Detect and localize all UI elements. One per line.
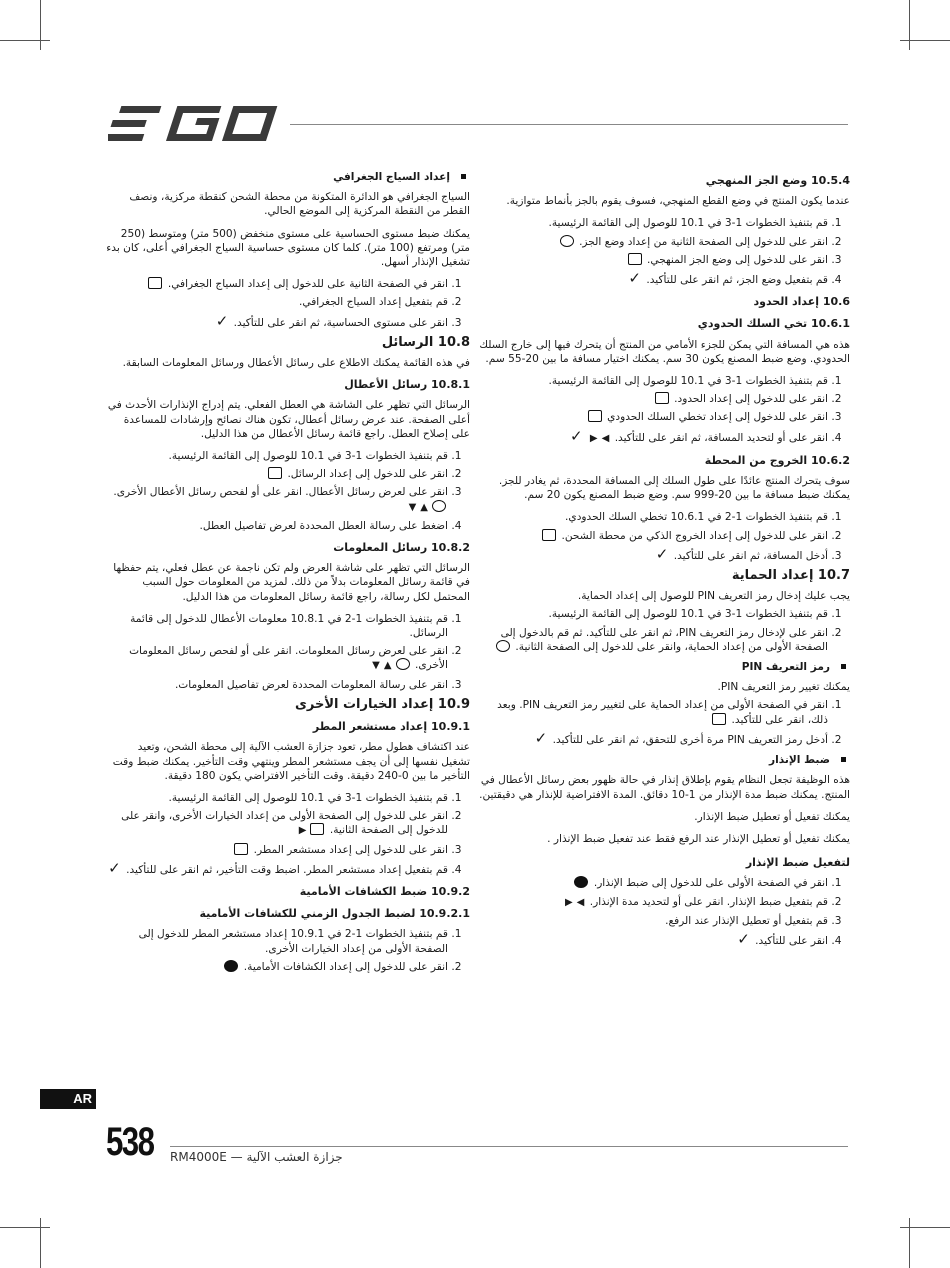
crop-mark: [40, 1218, 41, 1268]
list-item: [106, 644, 448, 673]
step-text: انقر على أو لتحديد المسافة، ثم انقر على للتأكيد.: [614, 431, 828, 444]
step-text: انقر على لعرض رسائل المعلومات. انقر على أو لفحص رسائل المعلومات الأخرى.: [129, 645, 448, 672]
list-item: [478, 544, 828, 563]
arrow-down-icon[interactable]: ▼: [408, 501, 417, 513]
paragraph: يمكنك ضبط مستوى الحساسية على مستوى منخفض (500 متر) ومتوسط (250 متر) ومرتفع (100 متر). كلما كان مستوى حساسية السياج الجغرافي أعلى، كان بدء تشغيل الإنذار أسهل.: [106, 227, 470, 269]
right-column: [478, 166, 850, 954]
list-item: [478, 876, 828, 890]
step-text: قم بتفعيل إعداد مستشعر المطر. اضبط وقت التأخير، ثم انقر على للتأكيد.: [126, 863, 448, 876]
paragraph: يجب عليك إدخال رمز التعريف PIN للوصول إلى إعداد الحماية.: [577, 590, 850, 603]
crop-mark: [900, 1227, 950, 1228]
list-item: [478, 698, 828, 726]
crop-mark: [0, 40, 50, 41]
step-text: قم بتفعيل وضع الجز، ثم انقر على للتأكيد.: [646, 274, 828, 287]
step-text: انقر في الصفحة الأولى من إعداد الحماية على لتغيير رمز التعريف PIN. وبعد ذلك، انقر على للتأكيد.: [497, 699, 828, 726]
bullet-title: رمز التعريف PIN: [478, 660, 850, 674]
error-icon[interactable]: [432, 500, 446, 512]
list-item: 1. قم بتنفيذ الخطوات 1-3 في 10.1 للوصول إلى القائمة الرئيسية.: [106, 449, 448, 463]
section-title: 10.5.4 وضع الجز المنهجي: [705, 174, 850, 187]
steps-list: [478, 510, 850, 563]
checkmark-icon[interactable]: ✓: [108, 858, 121, 877]
list-item: [106, 960, 448, 974]
headlight-icon[interactable]: [224, 960, 238, 972]
alarm-icon[interactable]: [574, 876, 588, 888]
list-item: 1. قم بتنفيذ الخطوات 1-2 في 10.8.1 معلومات الأعطال للدخول إلى قائمة الرسائل.: [106, 612, 448, 640]
list-item: [478, 392, 828, 406]
step-text: انقر على لعرض رسائل الأعطال. انقر على أو لفحص رسائل الأعطال الأخرى.: [113, 486, 448, 499]
list-item: [478, 271, 828, 287]
paragraph: في هذه القائمة يمكنك الاطلاع على رسائل الأعطال ورسائل المعلومات السابقة.: [122, 357, 470, 370]
checkmark-icon[interactable]: ✓: [628, 269, 641, 288]
bullet-title: ضبط الإنذار: [478, 753, 850, 767]
list-item: [478, 426, 828, 446]
ego-logo: [108, 104, 278, 144]
step-text: انقر على مستوى الحساسية، ثم انقر على للتأكيد.: [233, 316, 448, 329]
paragraph: يمكنك تفعيل أو تعطيل ضبط الإنذار.: [694, 810, 850, 823]
list-item: [106, 467, 448, 481]
grid-icon[interactable]: [310, 823, 324, 835]
checkmark-icon[interactable]: ✓: [215, 311, 229, 330]
checkmark-icon[interactable]: ✓: [737, 929, 750, 948]
arrow-right-icon[interactable]: ▶: [564, 896, 573, 908]
section-title: 10.6.1 تخي السلك الحدودي: [697, 317, 850, 331]
steps-list: [478, 374, 850, 446]
step-text: انقر على للتأكيد.: [755, 934, 828, 947]
crop-mark: [40, 0, 41, 50]
section-title: 10.6 إعداد الحدود: [753, 295, 850, 309]
step-text: أدخل رمز التعريف PIN مرة أخرى للتحقق، ثم انقر على للتأكيد.: [552, 733, 828, 746]
list-item: 1. قم بتنفيذ الخطوات 1-3 في 10.1 للوصول إلى القائمة الرئيسية.: [478, 374, 828, 388]
list-item: [106, 311, 448, 330]
paragraph: عند اكتشاف هطول مطر، تعود جزازة العشب الآلية إلى محطة الشحن، وتعيد تشغيل نفسها إلى أن يجف مستشعر المطر وينتهي وقت التأخير. يمكنك ضبط وقت التأخير ما بين 0-240 دقيقة. وقت التأخير الافتراضي يكون 180 دقيقة.: [112, 741, 470, 782]
list-item: 4. اضغط على رسالة العطل المحددة لعرض تفاصيل العطل.: [106, 519, 448, 533]
page-number: 538: [106, 1120, 154, 1164]
steps-list: [106, 277, 470, 330]
list-item: [478, 253, 828, 267]
step-text: انقر على للدخول إلى الصفحة الأولى من إعداد الخيارات الأخرى، وانقر على للدخول إلى الصفحة الثانية.: [121, 810, 448, 837]
list-item: 1. قم بتنفيذ الخطوات 1-3 في 10.1 للوصول إلى القائمة الرئيسية.: [478, 607, 828, 621]
geofence-icon[interactable]: [148, 277, 162, 289]
list-item: [478, 895, 828, 910]
list-item: [106, 809, 448, 838]
list-item: 1. قم بتنفيذ الخطوات 1-3 في 10.1 للوصول إلى القائمة الرئيسية.: [478, 216, 828, 230]
edit-pin-icon[interactable]: [712, 713, 726, 725]
step-text: انقر على للدخول إلى وضع الجز المنهجي.: [647, 253, 828, 266]
section-title: 10.9.2 ضبط الكشافات الأمامية: [299, 884, 470, 898]
list-item: [478, 235, 828, 249]
crop-mark: [900, 40, 950, 41]
list-item: 2. قم بتفعيل إعداد السياج الجغرافي.: [106, 295, 448, 309]
checkmark-icon[interactable]: ✓: [655, 544, 669, 563]
section-title: 10.8.2 رسائل المعلومات: [333, 541, 470, 555]
section-title: 10.7 إعداد الحماية: [731, 568, 850, 584]
list-item: [106, 485, 448, 514]
list-item: 1. قم بتنفيذ الخطوات 1-3 في 10.1 للوصول إلى القائمة الرئيسية.: [106, 791, 448, 805]
step-text: انقر في الصفحة الأولى على للدخول إلى ضبط الإنذار.: [593, 877, 828, 890]
language-tab: AR: [40, 1089, 96, 1109]
section-title: 10.9.1 إعداد مستشعر المطر: [312, 720, 470, 734]
arrow-left-icon[interactable]: ◀: [601, 432, 610, 444]
step-text: انقر على للدخول إلى إعداد الحدود.: [674, 393, 828, 406]
arrow-up-icon[interactable]: ▲: [420, 501, 428, 513]
list-item: [478, 626, 828, 654]
list-item: 3. قم بتفعيل أو تعطيل الإنذار عند الرفع.: [478, 914, 828, 928]
paragraph: الرسائل التي تظهر على الشاشة هي العطل الفعلي. يتم إدراج الإنذارات الأحدث في أعلى الصفحة. عند عرض رسائل أعطال، تكون هناك نصائح وإرشادات للمساعدة على إصلاح العطل. راجع قائمة رسائل الأعطال من هذا الدليل.: [107, 399, 470, 440]
steps-list: [106, 449, 470, 533]
boundary-icon[interactable]: [655, 392, 669, 404]
arrow-up-icon[interactable]: ▲: [383, 660, 392, 672]
step-text: انقر على للدخول إلى إعداد الرسائل.: [287, 468, 448, 481]
step-text: انقر على للدخول إلى إعداد الخروج الذكي من محطة الشحن.: [561, 529, 828, 542]
arrow-right-icon[interactable]: ▶: [298, 825, 307, 837]
section-title: 10.6.2 الخروج من المحطة: [704, 453, 850, 467]
crop-mark: [909, 0, 910, 50]
list-item: [478, 410, 828, 424]
checkmark-icon[interactable]: ✓: [534, 728, 548, 747]
steps-list: [478, 216, 850, 287]
list-item: [478, 929, 828, 948]
step-text: انقر في الصفحة الثانية على للدخول إلى إعداد السياج الجغرافي.: [167, 278, 448, 291]
steps-list: [478, 876, 850, 948]
list-item: [106, 277, 448, 291]
paragraph: السياج الجغرافي هو الدائرة المتكونة من محطة الشحن كنقطة مركزية، ونصف القطر من النقطة المركزية إلى الموضع الحالي.: [129, 191, 470, 218]
section-title: 10.8.1 رسائل الأعطال: [344, 378, 470, 392]
no-entry-icon[interactable]: [560, 235, 574, 247]
lock-icon[interactable]: [496, 640, 510, 652]
paragraph: هذه هي المسافة التي يمكن للجزء الأمامي من المنتج أن يتحرك فيها إلى خارج السلك الحدودي. وضع ضبط المصنع يكون 30 سم. يمكنك اختيار مسافة ما بين 20-55 سم.: [479, 338, 850, 365]
bullet-title: إعداد السياج الجغرافي: [106, 170, 470, 184]
steps-list: [106, 927, 470, 974]
step-text: انقر على لإدخال رمز التعريف PIN، ثم انقر على للتأكيد. ثم قم بالدخول إلى الصفحة الأولى من إعداد الحماية، وانقر على للدخول إلى الصفحة الثانية.: [500, 626, 828, 653]
arrow-left-icon[interactable]: ◀: [576, 896, 585, 908]
steps-list: [106, 612, 470, 692]
paragraph: الرسائل التي تظهر على شاشة العرض ولم تكن ناجمة عن عطل فعلي، يتم حفظها في قائمة رسائل المعلومات بدلاً من ذلك. لمزيد من المعلومات حول السبب المحتمل لكل رسالة، راجع قائمة رسائل المعلومات من هذا الدليل.: [113, 562, 470, 603]
list-item: [478, 728, 828, 747]
rain-sensor-icon[interactable]: [234, 843, 248, 855]
checkmark-icon[interactable]: ✓: [569, 426, 583, 445]
info-icon[interactable]: [396, 658, 410, 670]
list-item: [106, 858, 448, 877]
list-item: [478, 529, 828, 543]
step-text: انقر على للدخول إلى الصفحة الثانية من إعداد وضع الجز.: [579, 235, 828, 248]
step-text: انقر على للدخول إلى إعداد تخطي السلك الحدودي: [607, 411, 828, 424]
arrow-right-icon[interactable]: ▶: [589, 432, 598, 444]
section-title: 10.9.2.1 لضبط الجدول الزمني للكشافات الأمامية: [199, 907, 470, 921]
steps-list: [478, 607, 850, 654]
header-rule: [290, 124, 848, 125]
paragraph: هذه الوظيفة تجعل النظام يقوم بإطلاق إنذار في حالة ظهور بعض رسائل الأعطال في المنتج. يمكنك ضبط مدة الإنذار من 1-10 دقائق. المدة الافتراضية للإنذار هي دقيقتين.: [479, 774, 850, 801]
list-item: [106, 843, 448, 857]
section-title: 10.9 إعداد الخيارات الأخرى: [294, 696, 470, 712]
paragraph: عندما يكون المنتج في وضع القطع المنهجي، فسوف يقوم بالجز بأنماط متوازية.: [506, 195, 850, 208]
wire-crossing-icon[interactable]: [588, 410, 602, 422]
paragraph: يمكنك تغيير رمز التعريف PIN.: [717, 681, 850, 694]
paragraph: يمكنك تفعيل أو تعطيل الإنذار عند الرفع فقط عند تفعيل ضبط الإنذار .: [547, 832, 850, 845]
step-text: انقر على للدخول إلى إعداد مستشعر المطر.: [253, 843, 448, 856]
steps-list: [106, 791, 470, 877]
step-text: قم بتفعيل ضبط الإنذار. انقر على أو لتحديد مدة الإنذار.: [589, 895, 828, 908]
step-text: أدخل المسافة، ثم انقر على للتأكيد.: [673, 549, 828, 562]
list-item: 1. قم بتنفيذ الخطوات 1-2 في 10.9.1 إعداد مستشعر المطر للدخول إلى الصفحة الأولى من إعداد الخيارات الأخرى.: [106, 927, 448, 955]
arrow-down-icon[interactable]: ▼: [372, 660, 380, 672]
footer-rule: [170, 1146, 848, 1147]
section-title: 10.8 الرسائل: [381, 334, 470, 350]
steps-list: [478, 698, 850, 747]
envelope-icon[interactable]: [268, 467, 282, 479]
list-item: 3. انقر على رسالة المعلومات المحددة لعرض تفاصيل المعلومات.: [106, 678, 448, 692]
step-text: انقر على للدخول إلى إعداد الكشافات الأمامية.: [243, 960, 448, 973]
list-item: 1. قم بتنفيذ الخطوات 1-2 في 10.6.1 تخطي السلك الحدودي.: [478, 510, 828, 524]
left-column: [106, 166, 470, 980]
section-title: لتفعيل ضبط الإنذار: [745, 856, 850, 870]
footer-title: RM4000E — جزازة العشب الآلية: [170, 1150, 343, 1164]
station-exit-icon[interactable]: [542, 529, 556, 541]
crop-mark: [909, 1218, 910, 1268]
parallel-lines-icon[interactable]: [628, 253, 642, 265]
paragraph: سوف يتحرك المنتج عائدًا على طول السلك إلى المسافة المحددة، ثم يغادر للجز. يمكنك ضبط مسافة ما بين 20-999 سم. وضع ضبط المصنع يكون 20 سم.: [498, 475, 850, 502]
crop-mark: [0, 1227, 50, 1228]
